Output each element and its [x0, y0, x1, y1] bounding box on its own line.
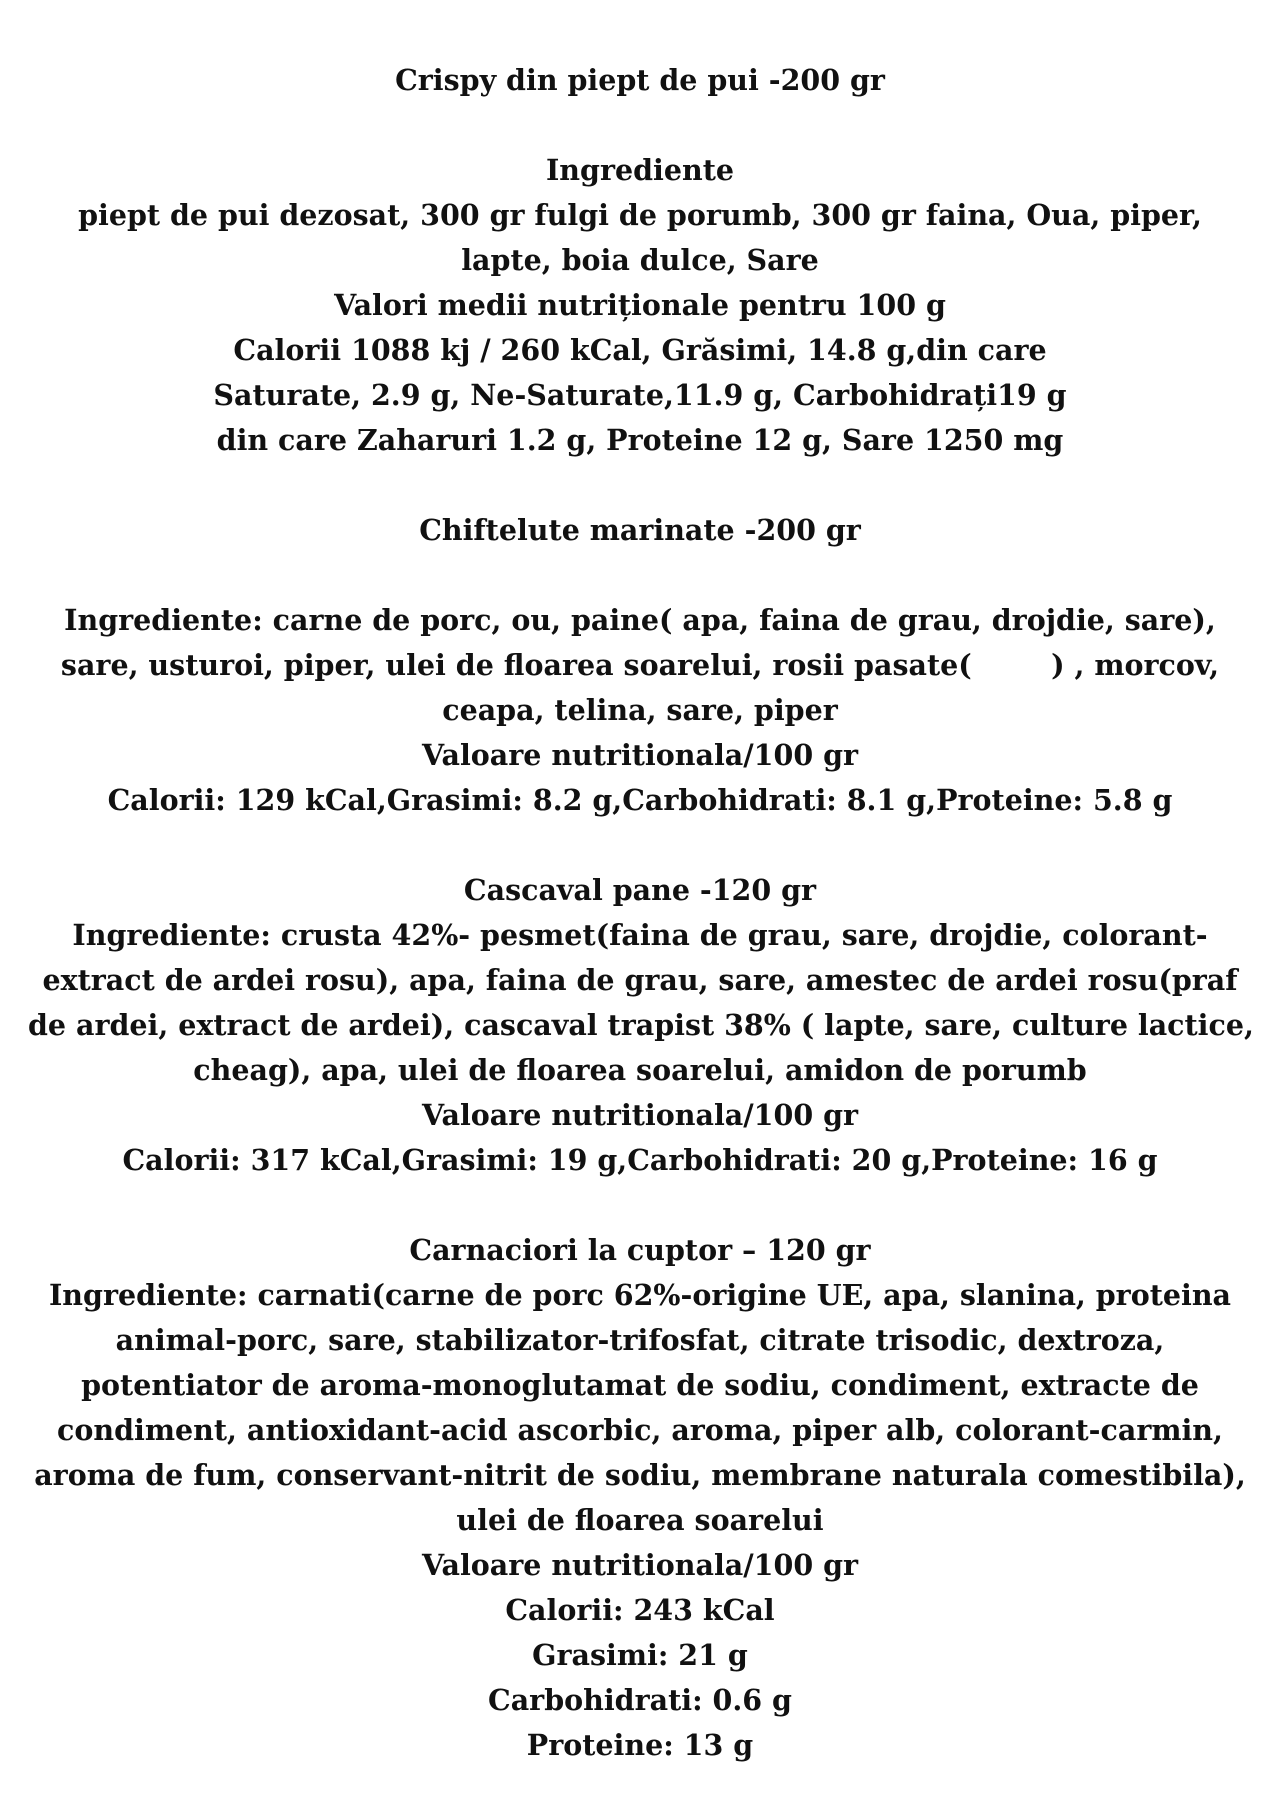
ingredients-text: extract de ardei rosu), apa, faina de grau, sare, amestec de ardei rosu(praf	[42, 963, 1238, 997]
nutrition-fat: Grasimi: 21 g	[532, 1638, 748, 1672]
nutrition-text: Calorii 1088 kj / 260 kCal, Grăsimi, 14.8 g,din care	[233, 333, 1047, 367]
product-section-cascaval	[28, 868, 1252, 1183]
nutrition-heading: Valoare nutritionala/100 gr	[421, 738, 859, 772]
spacer	[28, 463, 1252, 508]
nutrition-protein: Proteine: 13 g	[526, 1728, 754, 1762]
nutrition-text: Saturate, 2.9 g, Ne-Saturate,11.9 g, Carbohidrați19 g	[213, 378, 1067, 412]
nutrition-text: Calorii: 317 kCal,Grasimi: 19 g,Carbohidrati: 20 g,Proteine: 16 g	[122, 1143, 1158, 1177]
nutrition-carbs: Carbohidrati: 0.6 g	[488, 1683, 792, 1717]
product-section-carnaciori	[28, 1228, 1252, 1768]
ingredients-text: potentiator de aroma-monoglutamat de sodiu, condiment, extracte de	[81, 1368, 1199, 1402]
ingredients-text: ulei de floarea soarelui	[456, 1503, 824, 1537]
ingredients-text: de ardei, extract de ardei), cascaval trapist 38% ( lapte, sare, culture lactice,	[28, 1008, 1254, 1042]
nutrition-heading: Valoare nutritionala/100 gr	[421, 1548, 859, 1582]
nutrition-text: Calorii: 129 kCal,Grasimi: 8.2 g,Carbohidrati: 8.1 g,Proteine: 5.8 g	[107, 783, 1173, 817]
product-title: Chiftelute marinate -200 gr	[419, 513, 861, 547]
ingredients-text: animal-porc, sare, stabilizator-trifosfat, citrate trisodic, dextroza,	[115, 1323, 1165, 1357]
spacer	[28, 103, 1252, 148]
ingredients-text: aroma de fum, conservant-nitrit de sodiu, membrane naturala comestibila),	[34, 1458, 1246, 1492]
nutrition-heading: Valoare nutritionala/100 gr	[421, 1098, 859, 1132]
product-section-crispy	[28, 58, 1252, 463]
product-title: Cascaval pane -120 gr	[463, 873, 817, 907]
ingredients-heading: Ingrediente	[545, 153, 735, 187]
spacer	[28, 1183, 1252, 1228]
product-section-chiftelute	[28, 508, 1252, 823]
nutrition-text: din care Zaharuri 1.2 g, Proteine 12 g, Sare 1250 mg	[216, 423, 1064, 457]
nutrition-calories: Calorii: 243 kCal	[505, 1593, 775, 1627]
ingredients-text: lapte, boia dulce, Sare	[461, 243, 819, 277]
product-title: Carnaciori la cuptor – 120 gr	[409, 1233, 871, 1267]
ingredients-text: Ingrediente: carnati(carne de porc 62%-origine UE, apa, slanina, proteina	[48, 1278, 1232, 1312]
spacer	[28, 553, 1252, 598]
ingredients-text: cheag), apa, ulei de floarea soarelui, amidon de porumb	[193, 1053, 1087, 1087]
product-title: Crispy din piept de pui -200 gr	[395, 63, 885, 97]
ingredients-text: Ingrediente: crusta 42%- pesmet(faina de grau, sare, drojdie, colorant-	[72, 918, 1208, 952]
ingredients-text: piept de pui dezosat, 300 gr fulgi de porumb, 300 gr faina, Oua, piper,	[78, 198, 1202, 232]
nutrition-heading: Valori medii nutriționale pentru 100 g	[334, 288, 946, 322]
ingredients-text: Ingrediente: carne de porc, ou, paine( apa, faina de grau, drojdie, sare),	[64, 603, 1216, 637]
ingredients-text: condiment, antioxidant-acid ascorbic, aroma, piper alb, colorant-carmin,	[57, 1413, 1223, 1447]
ingredients-text: ceapa, telina, sare, piper	[442, 693, 838, 727]
spacer	[28, 823, 1252, 868]
ingredients-text: sare, usturoi, piper, ulei de floarea soarelui, rosii pasate( ) , morcov,	[60, 648, 1220, 682]
